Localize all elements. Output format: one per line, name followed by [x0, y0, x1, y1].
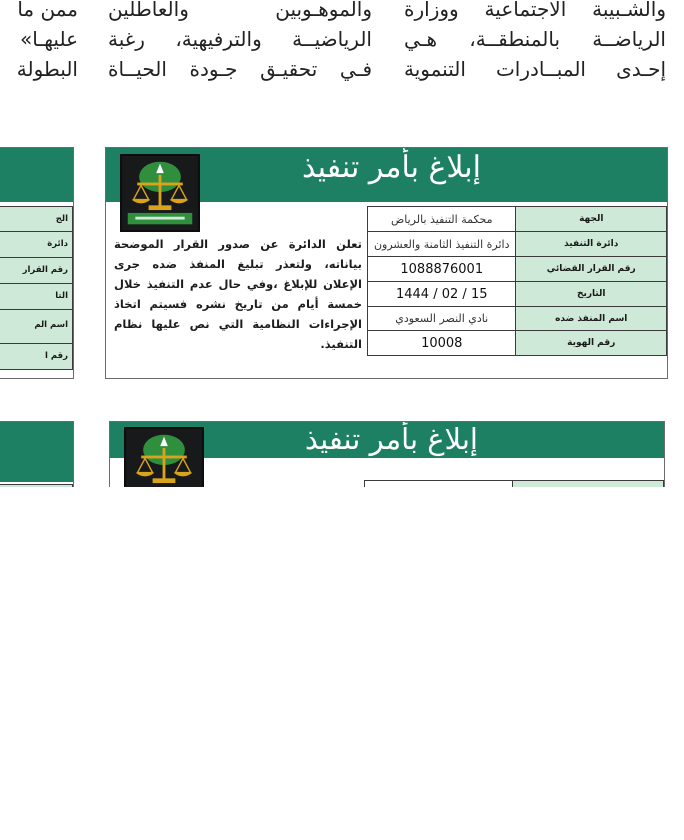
- article-line: البطولة: [16, 57, 78, 81]
- article-line: الرياضيــة والترفيهية، رغبة: [108, 27, 372, 51]
- article-line: ممن ما: [17, 0, 78, 21]
- notice-body-text: تعلن الدائرة عن صدور القرار الموضحة بياناته، ولتعذر تبليغ المنفذ ضده جرى الإعلان للإبلاغ ،وفي حال عدم التنفيذ خلال خمسة أيام من تاريخ نشره فسيتم اتخاذ الإجراءات النظامية التي نص عليها نظام التنفيذ.: [114, 237, 362, 351]
- partial-notice: [0, 147, 74, 379]
- justice-scales-icon: [120, 154, 200, 232]
- article-line: والشـبيبة الاجتماعية ووزارة: [404, 0, 666, 21]
- defendant-value: نادي النصر السعودي: [368, 307, 516, 331]
- notice-title: إبلاغ بأمر تنفيذ: [301, 150, 481, 185]
- article-column-1: [404, 0, 666, 84]
- article-line: الرياضــة بالمنطقــة، هـي: [404, 27, 666, 51]
- partial-notice-header: [0, 148, 73, 202]
- table-row: [368, 307, 667, 331]
- id-number-label: رقم الهوية: [516, 331, 667, 356]
- id-number-value: 10008: [368, 331, 516, 356]
- article-line: والموهـوبين والعاطلين: [108, 0, 372, 21]
- defendant-label: اسم المنفذ ضده: [516, 307, 667, 331]
- table-row: [368, 232, 667, 257]
- partial-notice-header: [0, 422, 73, 482]
- article-line: إحـدى المبــادرات التنموية: [404, 57, 666, 81]
- partial-row-label: اسم الم: [0, 310, 73, 344]
- article-column-2: [108, 0, 372, 84]
- decision-number-value: 1088876001: [368, 257, 516, 282]
- partial-row-label: التا: [0, 284, 73, 310]
- authority-label: الجهة: [516, 207, 667, 232]
- notice-info-table: [367, 206, 667, 356]
- table-row: [368, 207, 667, 232]
- table-row: [368, 257, 667, 282]
- partial-notice-rows: [0, 206, 73, 370]
- table-row: [368, 331, 667, 356]
- page-blank-area: [0, 487, 684, 840]
- circuit-label: دائرة التنفيذ: [516, 232, 667, 257]
- partial-row-label: الج: [0, 206, 73, 232]
- date-value: 15 / 02 / 1444: [368, 282, 516, 307]
- article-line: فـي تحقيـق جـودة الحيــاة: [108, 57, 372, 81]
- authority-value: محكمة التنفيذ بالرياض: [368, 207, 516, 232]
- article-line: عليهـا»: [20, 27, 78, 51]
- decision-number-label: رقم القرار القضائي: [516, 257, 667, 282]
- date-label: التاريخ: [516, 282, 667, 307]
- partial-row-label: دائرة: [0, 232, 73, 258]
- enforcement-notice: [105, 147, 668, 379]
- article-column-3: [0, 0, 78, 84]
- notice-title: إبلاغ بأمر تنفيذ: [304, 422, 478, 456]
- circuit-value: دائرة التنفيذ الثامنة والعشرون: [368, 232, 516, 257]
- table-row: [368, 282, 667, 307]
- partial-row-label: رقم ا: [0, 344, 73, 370]
- partial-row-label: رقم القرار: [0, 258, 73, 284]
